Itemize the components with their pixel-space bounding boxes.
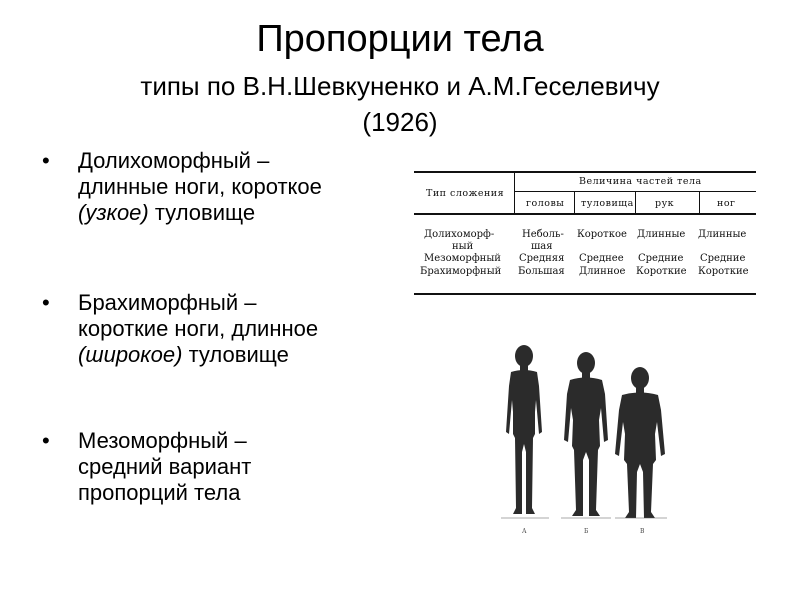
- bullet-line: [78, 200, 322, 226]
- bullet-line: короткие ноги, длинное: [78, 316, 319, 341]
- table-col-legs: ног: [717, 198, 736, 209]
- silhouettes-svg: [495, 340, 675, 540]
- table-cell: Большая: [518, 266, 565, 277]
- table-cell: Среднее: [579, 253, 624, 264]
- bullet-line: Долихоморфный –: [78, 148, 270, 173]
- bullet-brachymorph: [36, 290, 318, 368]
- table-rule: [514, 171, 515, 214]
- figure-label-b: Б: [584, 528, 589, 535]
- silhouette-dolichomorph: [506, 345, 542, 514]
- table-header-group: Величина частей тела: [579, 176, 702, 187]
- bullet-line: средний вариант: [78, 454, 252, 479]
- table-cell: Средние: [700, 253, 746, 264]
- table-cell: шая: [531, 241, 553, 252]
- table-col-head: головы: [526, 198, 565, 209]
- slide-subtitle: типы по В.Н.Шевкуненко и А.М.Геселевичу: [140, 71, 660, 101]
- slide-title: Пропорции тела: [256, 18, 544, 60]
- silhouette-brachymorph: [615, 367, 665, 518]
- bullet-italic: (узкое): [78, 200, 149, 225]
- table-cell: ный: [452, 241, 474, 252]
- bullet-line: Мезоморфный –: [78, 428, 247, 453]
- bullet-icon: •: [42, 148, 50, 173]
- table-cell: Короткие: [636, 266, 687, 277]
- figure-label-c: В: [640, 528, 645, 535]
- body-silhouettes: [495, 340, 675, 540]
- body-types-table: [414, 171, 756, 295]
- bullet-icon: •: [42, 290, 50, 315]
- table-col-arms: рук: [655, 198, 675, 209]
- bullet-line: пропорций тела: [78, 480, 241, 505]
- table-cell: Средняя: [519, 253, 565, 264]
- table-cell: Короткие: [698, 266, 749, 277]
- table-rule: [414, 293, 756, 295]
- table-cell: Длинные: [637, 229, 686, 240]
- table-cell: Короткое: [577, 229, 627, 240]
- bullet-italic: (широкое): [78, 342, 183, 367]
- table-rule: [699, 191, 700, 214]
- figure-label-a: А: [522, 528, 527, 535]
- bullet-text: туловище: [182, 342, 289, 367]
- bullet-line: длинные ноги, короткое: [78, 174, 322, 199]
- table-cell: Мезоморфный: [424, 253, 501, 264]
- table-cell: Длинное: [579, 266, 626, 277]
- slide-subtitle-year: (1926): [362, 107, 438, 137]
- bullet-text: туловище: [148, 200, 256, 225]
- table-cell: Неболь-: [522, 229, 564, 240]
- bullet-dolichomorph: [36, 148, 322, 226]
- table-cell: Брахиморфный: [420, 266, 502, 277]
- silhouette-mesomorph: [564, 352, 608, 516]
- table-rule: [414, 171, 756, 173]
- table-col-trunk: туловища: [581, 198, 634, 209]
- table-rule: [635, 191, 636, 214]
- table-cell: Долихоморф-: [424, 229, 495, 240]
- table-rule: [414, 213, 756, 215]
- bullet-icon: •: [42, 428, 50, 453]
- table-rule: [574, 191, 575, 214]
- table-cell: Длинные: [698, 229, 747, 240]
- bullet-mesomorph: [36, 428, 251, 506]
- bullet-line: Брахиморфный –: [78, 290, 257, 315]
- bullet-line: [78, 342, 318, 368]
- table-header-type: Тип сложения: [426, 188, 505, 199]
- table-cell: Средние: [638, 253, 684, 264]
